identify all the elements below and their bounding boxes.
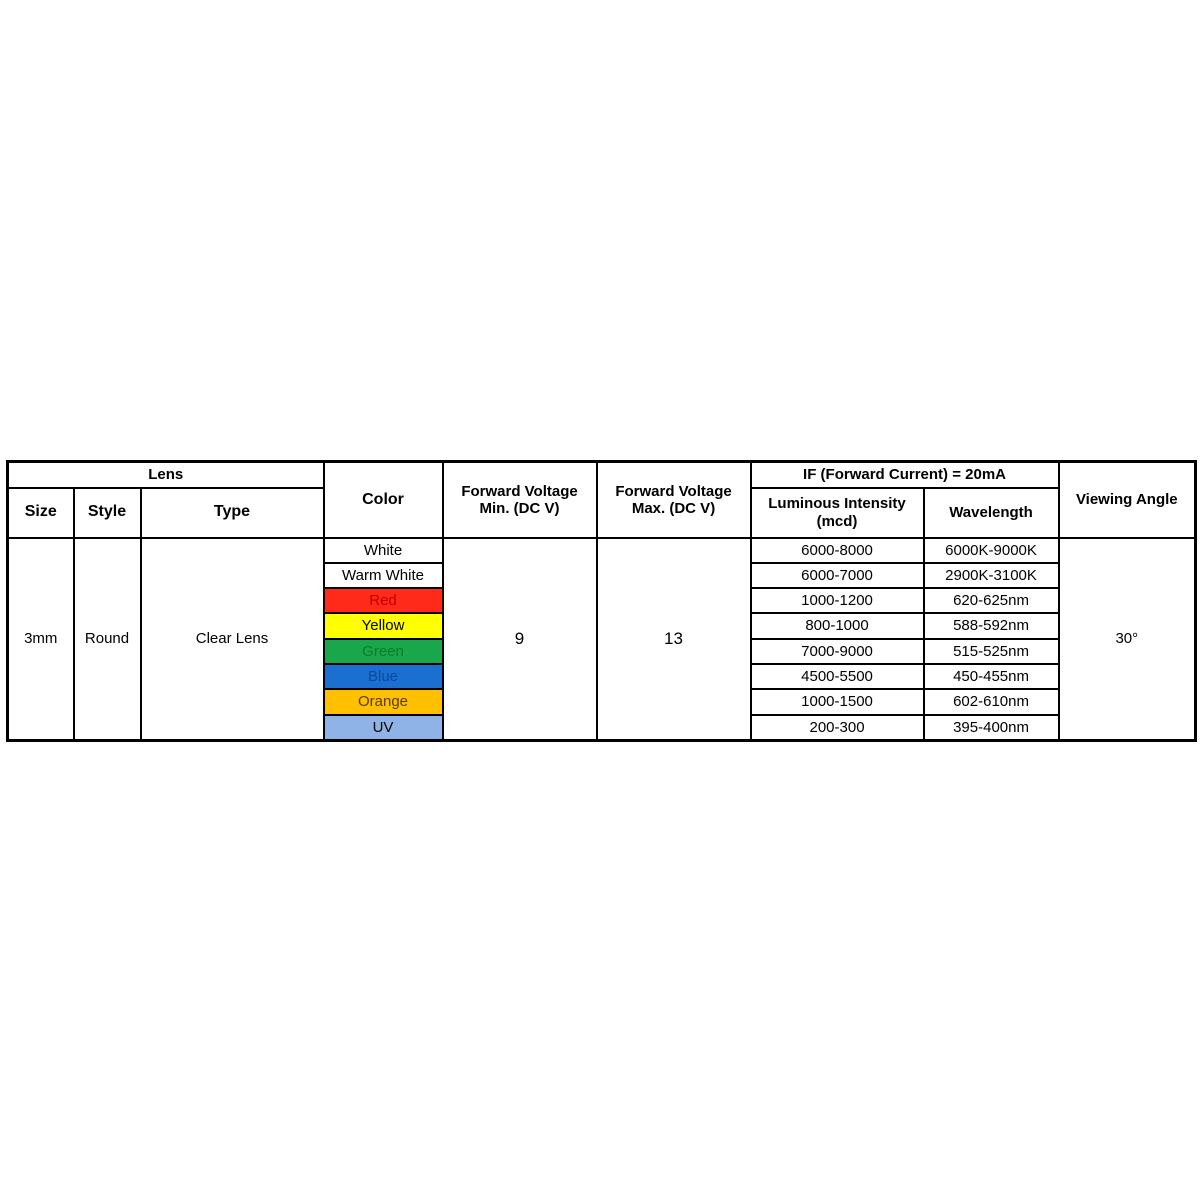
luminous-intensity-cell: 4500-5500 xyxy=(751,664,924,689)
luminous-intensity-cell: 1000-1500 xyxy=(751,689,924,714)
wavelength-cell: 620-625nm xyxy=(924,588,1059,613)
luminous-intensity-cell: 6000-7000 xyxy=(751,563,924,588)
lens-group-header: Lens xyxy=(8,462,324,488)
luminous-intensity-cell: 6000-8000 xyxy=(751,538,924,563)
wavelength-cell: 2900K-3100K xyxy=(924,563,1059,588)
luminous-header-line2: (mcd) xyxy=(816,512,858,530)
forward-voltage-max-cell: 13 xyxy=(597,538,751,741)
viewing-angle-cell: 30° xyxy=(1059,538,1196,741)
color-header: Color xyxy=(324,462,443,538)
luminous-intensity-header xyxy=(751,488,924,538)
fv-min-header-line1: Forward Voltage xyxy=(461,482,578,500)
wavelength-cell: 588-592nm xyxy=(924,613,1059,638)
color-swatch-cell: UV xyxy=(324,715,443,741)
luminous-intensity-cell: 800-1000 xyxy=(751,613,924,638)
wavelength-cell: 6000K-9000K xyxy=(924,538,1059,563)
forward-current-group-header: IF (Forward Current) = 20mA xyxy=(751,462,1059,488)
wavelength-cell: 602-610nm xyxy=(924,689,1059,714)
color-swatch-cell: Yellow xyxy=(324,613,443,638)
luminous-header-line1: Luminous Intensity xyxy=(768,495,906,513)
forward-voltage-min-header xyxy=(443,462,597,538)
led-spec-table xyxy=(6,460,1197,742)
style-header: Style xyxy=(74,488,141,538)
luminous-intensity-cell: 7000-9000 xyxy=(751,639,924,664)
color-swatch-cell: White xyxy=(324,538,443,563)
color-swatch-cell: Warm White xyxy=(324,563,443,588)
type-header: Type xyxy=(141,488,324,538)
wavelength-cell: 515-525nm xyxy=(924,639,1059,664)
wavelength-header: Wavelength xyxy=(924,488,1059,538)
color-swatch-cell: Red xyxy=(324,588,443,613)
color-swatch-cell: Green xyxy=(324,639,443,664)
luminous-intensity-cell: 1000-1200 xyxy=(751,588,924,613)
fv-min-header-line2: Min. (DC V) xyxy=(479,499,560,517)
luminous-intensity-cell: 200-300 xyxy=(751,715,924,741)
viewing-angle-header: Viewing Angle xyxy=(1059,462,1196,538)
table-row xyxy=(8,538,1196,563)
forward-voltage-max-header xyxy=(597,462,751,538)
size-header: Size xyxy=(8,488,74,538)
fv-max-header-line1: Forward Voltage xyxy=(615,482,732,500)
fv-max-header-line2: Max. (DC V) xyxy=(631,499,716,517)
spec-table-body xyxy=(8,538,1196,741)
style-cell: Round xyxy=(74,538,141,741)
wavelength-cell: 395-400nm xyxy=(924,715,1059,741)
wavelength-cell: 450-455nm xyxy=(924,664,1059,689)
color-swatch-cell: Blue xyxy=(324,664,443,689)
forward-voltage-min-cell: 9 xyxy=(443,538,597,741)
size-cell: 3mm xyxy=(8,538,74,741)
color-swatch-cell: Orange xyxy=(324,689,443,714)
type-cell: Clear Lens xyxy=(141,538,324,741)
